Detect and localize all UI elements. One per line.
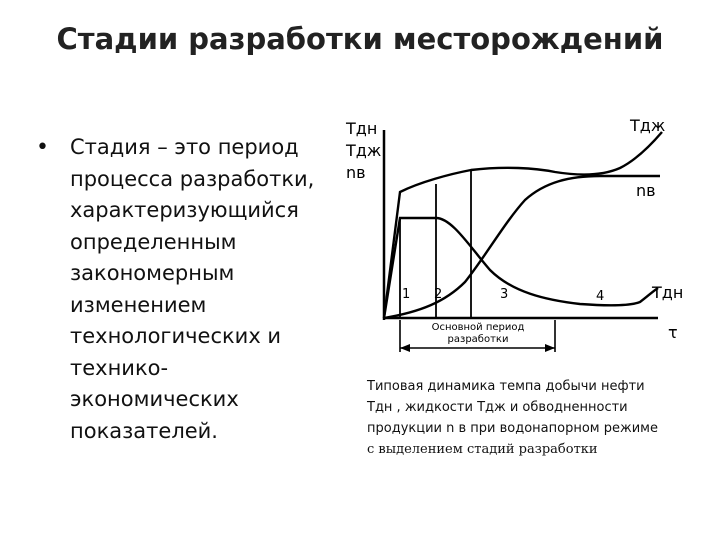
slide-title: Стадии разработки месторождений bbox=[56, 22, 664, 56]
x-axis-label: τ bbox=[668, 323, 678, 342]
label-n-v: nв bbox=[636, 181, 656, 200]
bullet-line: технико- bbox=[70, 355, 169, 380]
label-t-dzh: Tдж bbox=[630, 116, 666, 135]
stage-label-4: 4 bbox=[596, 289, 605, 304]
bullet-line: Стадия – это период bbox=[70, 135, 299, 159]
bullet-line: определенным bbox=[70, 229, 237, 254]
curve-t-dn bbox=[384, 218, 658, 318]
bullet-line: технологических и bbox=[70, 324, 282, 348]
production-dynamics-figure bbox=[340, 112, 710, 362]
caption-line: продукции n в при водонапорном режиме bbox=[367, 421, 658, 436]
stage-label-3: 3 bbox=[500, 287, 509, 302]
stage-label-2: 2 bbox=[434, 287, 443, 302]
bullet-text bbox=[70, 132, 340, 447]
bullet-line: характеризующийся bbox=[70, 198, 299, 222]
bullet-line: процесса разработки, bbox=[70, 166, 315, 191]
production-dynamics-diagram bbox=[340, 112, 710, 362]
curve-n-v bbox=[384, 176, 660, 318]
figure-caption bbox=[367, 376, 712, 460]
main-period-label-line2: разработки bbox=[447, 334, 509, 345]
main-period-arrowhead-left bbox=[400, 344, 410, 352]
caption-line: Типовая динамика темпа добычи нефти bbox=[367, 379, 645, 394]
main-period-arrowhead-right bbox=[545, 344, 555, 352]
bullet-line: показателей. bbox=[70, 418, 218, 443]
y-label-n-v: nв bbox=[346, 163, 366, 182]
y-label-t-dn: Tдн bbox=[346, 119, 378, 138]
caption-line: Tдн , жидкости Tдж и обводненности bbox=[367, 400, 628, 415]
caption-line: с выделением стадий разработки bbox=[367, 442, 598, 457]
y-label-t-dzh: Tдж bbox=[346, 141, 382, 160]
bullet-line: экономических bbox=[70, 387, 239, 411]
bullet-line: изменением bbox=[70, 292, 207, 317]
bullet-line: закономерным bbox=[70, 261, 235, 285]
label-t-dn: Tдн bbox=[652, 283, 684, 302]
main-period-label-line1: Основной период bbox=[431, 322, 525, 333]
bullet-marker: • bbox=[36, 135, 49, 160]
stage-label-1: 1 bbox=[402, 287, 411, 302]
